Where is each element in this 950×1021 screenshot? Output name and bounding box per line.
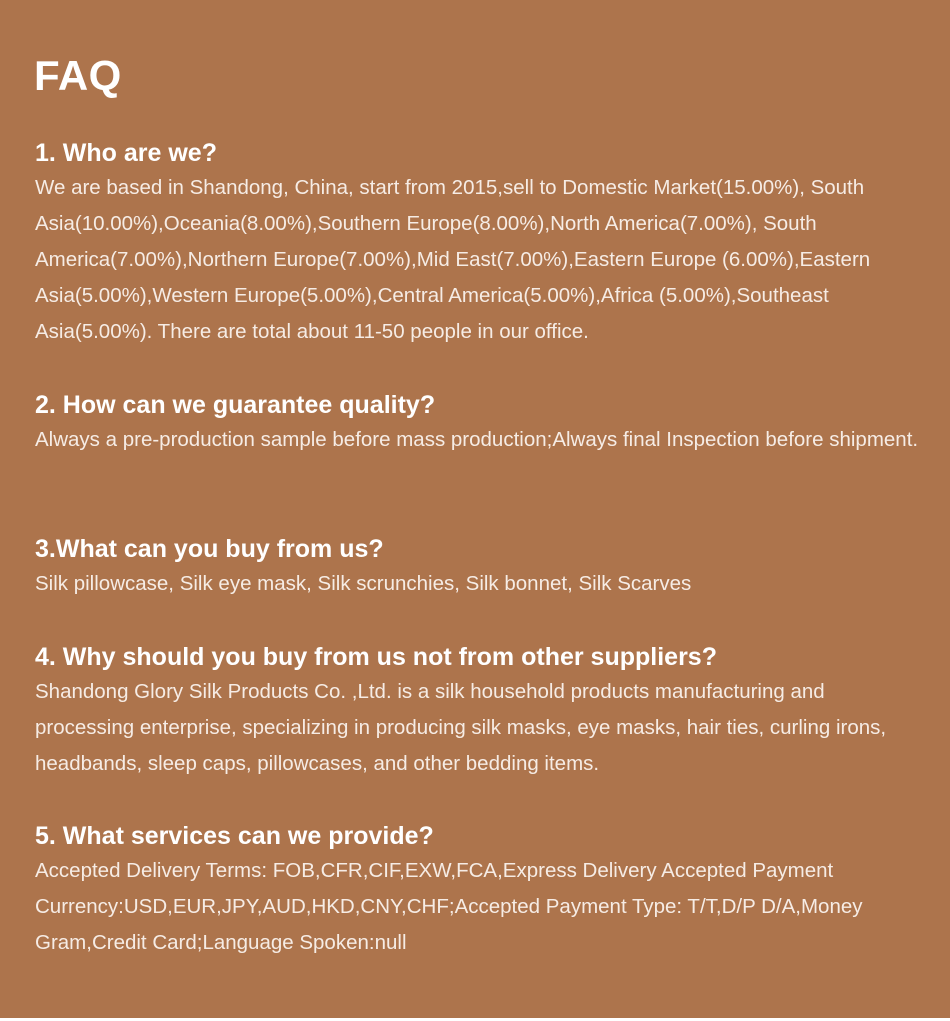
faq-item-products [35, 532, 924, 602]
faq-answer: Shandong Glory Silk Products Co. ,Ltd. is a silk household products manufacturing and processing enterprise, specializing in producing silk masks, eye masks, hair ties, curling irons, headbands, sleep caps, pillowcases, and other bedding items. [35, 680, 887, 775]
page-title: FAQ [34, 52, 122, 99]
faq-answer: We are based in Shandong, China, start from 2015,sell to Domestic Market(15.00%), South Asia(10.00%),Oceania(8.00%),Southern Europe(8.00%),North America(7.00%), South America(7.00%),Northern Europe(7.00%),Mid East(7.00%),Eastern Europe (6.00%),Eastern Asia(5.00%),Western Europe(5.00%),Central America(5.00%),Africa (5.00%),Southeast Asia(5.00%). There are total about 11-50 people in our office. [35, 176, 871, 343]
faq-question: 1. Who are we? [35, 139, 217, 167]
faq-question: 2. How can we guarantee quality? [35, 391, 436, 419]
faq-item-who-are-we [35, 136, 924, 350]
faq-item-why-us [35, 640, 924, 782]
faq-question: 4. Why should you buy from us not from other suppliers? [35, 643, 717, 671]
faq-item-quality [35, 388, 924, 458]
faq-answer: Silk pillowcase, Silk eye mask, Silk scrunchies, Silk bonnet, Silk Scarves [35, 572, 692, 595]
faq-question: 3.What can you buy from us? [35, 535, 384, 563]
faq-question: 5. What services can we provide? [35, 822, 434, 850]
faq-answer: Accepted Delivery Terms: FOB,CFR,CIF,EXW,FCA,Express Delivery Accepted Payment Currency:USD,EUR,JPY,AUD,HKD,CNY,CHF;Accepted Payment Type: T/T,D/P D/A,Money Gram,Credit Card;Language Spoken:null [35, 859, 863, 954]
faq-item-services [35, 819, 924, 961]
faq-answer: Always a pre-production sample before mass production;Always final Inspection before shipment. [35, 428, 919, 451]
